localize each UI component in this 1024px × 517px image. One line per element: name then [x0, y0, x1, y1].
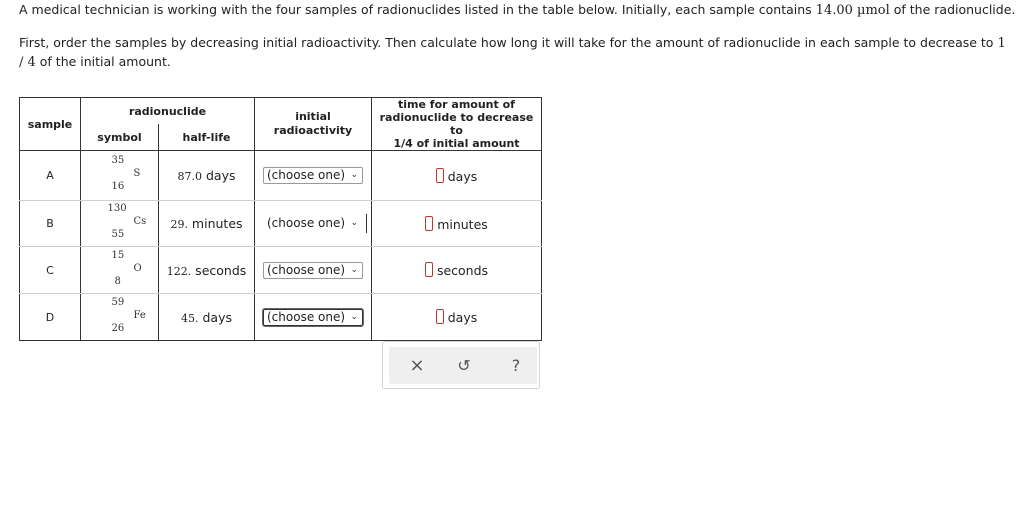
radionuclide-table [19, 97, 542, 341]
half-life-value: 45. [181, 311, 199, 325]
radioactivity-select[interactable] [263, 309, 363, 326]
chevron-down-icon: ⌄ [350, 218, 358, 228]
answer-input[interactable] [425, 262, 433, 277]
chevron-down-icon: ⌄ [350, 311, 358, 322]
intro-amount: 14.00 µmol [815, 3, 890, 18]
intro-text [19, 2, 1015, 18]
header-time-line2: radionuclide to decrease to [379, 111, 534, 137]
answer-unit: seconds [436, 263, 489, 278]
header-time-to-quarter [372, 98, 542, 151]
mass-number: 15 [111, 249, 125, 261]
element-symbol: Cs [133, 216, 147, 227]
table-row [20, 151, 542, 201]
element-symbol: S [133, 168, 141, 179]
radioactivity-cell [255, 201, 372, 247]
half-life-cell [159, 151, 255, 201]
atomic-number: 26 [111, 322, 125, 334]
half-life-value: 87.0 [177, 170, 202, 183]
sample-label: B [20, 201, 81, 247]
radioactivity-cell [255, 294, 372, 341]
chevron-down-icon: ⌄ [350, 170, 358, 180]
answer-input[interactable] [436, 309, 444, 324]
answer-cell [372, 151, 542, 201]
instructions-suffix: of the initial amount. [35, 54, 171, 69]
radioactivity-cell [255, 247, 372, 294]
select-value: (choose one) [267, 216, 346, 230]
answer-input[interactable] [425, 216, 433, 231]
header-time-line1: time for amount of [398, 98, 515, 111]
answer-unit: days [447, 310, 478, 325]
radioactivity-select[interactable] [263, 167, 363, 184]
nuclide-symbol [81, 294, 159, 341]
half-life-unit: days [198, 309, 232, 325]
element-symbol: O [133, 262, 142, 274]
nuclide-symbol [81, 151, 159, 201]
half-life-cell [159, 294, 255, 341]
nuclide-symbol [81, 201, 159, 247]
table-row [20, 201, 542, 247]
header-time-line3: 1/4 of initial amount [393, 137, 520, 150]
answer-toolbar [382, 341, 540, 389]
sample-label: A [20, 151, 81, 201]
instructions-text [19, 34, 1009, 72]
instructions-prefix: First, order the samples by decreasing initial radioactivity. Then calculate how long it will take for the amount of radionuclide in each sample to decrease to [19, 35, 998, 50]
radioactivity-select[interactable] [263, 215, 363, 232]
intro-suffix: of the radionuclide. [889, 2, 1016, 17]
intro-prefix: A medical technician is working with the four samples of radionuclides listed in the table below. Initially, each sample contains [19, 2, 816, 17]
radioactivity-select[interactable] [263, 262, 363, 279]
chevron-down-icon: ⌄ [350, 264, 358, 275]
close-icon[interactable]: × [409, 354, 425, 376]
answer-cell [372, 247, 542, 294]
half-life-cell [159, 247, 255, 294]
header-half-life: half-life [159, 124, 255, 151]
header-sample: sample [20, 98, 81, 151]
select-value: (choose one) [267, 309, 346, 324]
mass-number: 59 [111, 296, 125, 308]
help-icon[interactable]: ? [511, 355, 521, 375]
answer-unit: days [447, 168, 478, 184]
table-row [20, 247, 542, 294]
atomic-number: 8 [114, 275, 121, 287]
radioactivity-cell [255, 151, 372, 201]
atomic-number: 16 [111, 181, 125, 192]
answer-cell [372, 294, 542, 341]
half-life-value: 29. [170, 218, 188, 231]
nuclide-symbol [81, 247, 159, 294]
answer-unit: minutes [437, 216, 488, 232]
sample-label: C [20, 247, 81, 294]
instructions-fraction: 1 / 4 [19, 36, 1006, 70]
atomic-number: 55 [111, 229, 125, 240]
half-life-unit: seconds [191, 262, 247, 278]
half-life-unit: minutes [187, 216, 243, 231]
header-symbol: symbol [81, 124, 159, 151]
mass-number: 35 [111, 155, 125, 166]
undo-icon[interactable]: ↺ [457, 355, 471, 375]
table-row [20, 294, 542, 341]
header-radionuclide: radionuclide [81, 98, 255, 125]
answer-input[interactable] [436, 168, 444, 183]
toolbar-inner [389, 347, 537, 384]
half-life-unit: days [202, 168, 236, 183]
header-initial-radioactivity: initial radioactivity [255, 98, 372, 151]
sample-label: D [20, 294, 81, 341]
select-value: (choose one) [267, 262, 346, 277]
half-life-cell [159, 201, 255, 247]
select-value: (choose one) [267, 168, 346, 182]
answer-cell [372, 201, 542, 247]
half-life-value: 122. [166, 264, 192, 278]
element-symbol: Fe [133, 309, 146, 321]
mass-number: 130 [107, 203, 127, 214]
